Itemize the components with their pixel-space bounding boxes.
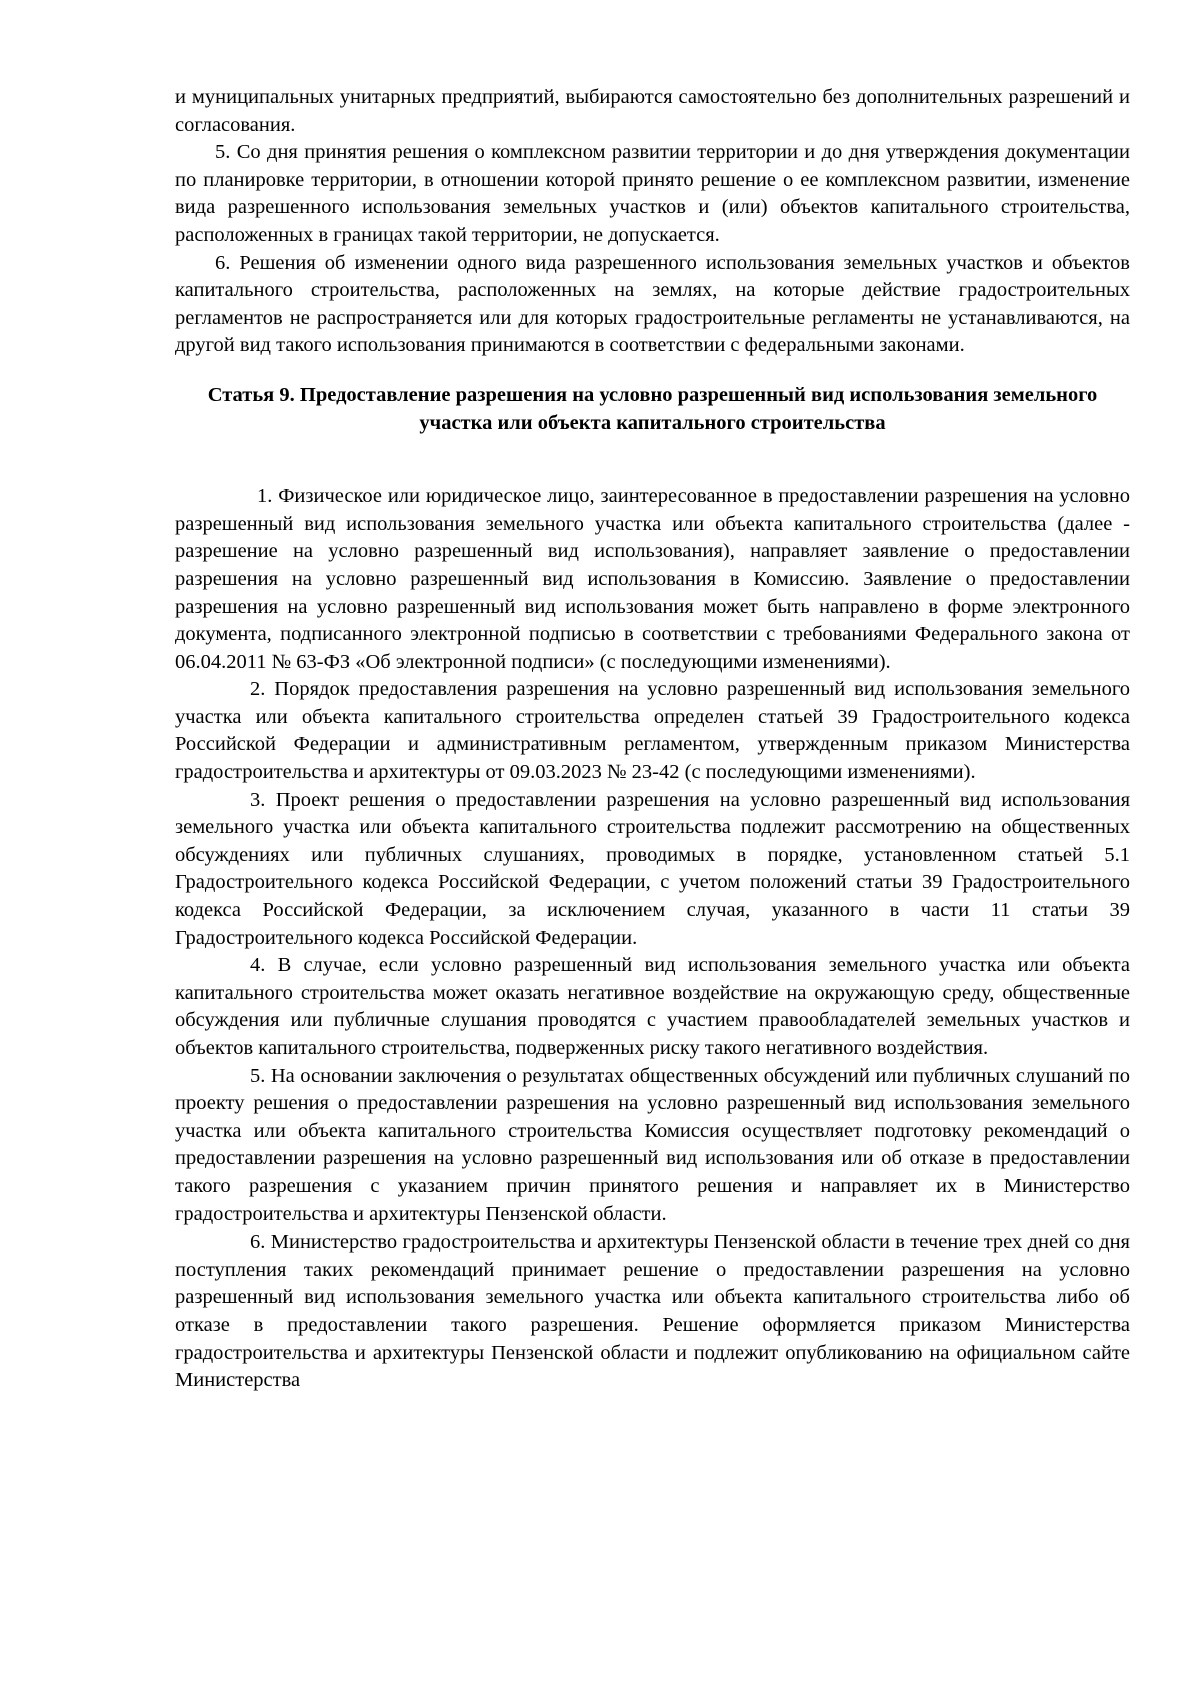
article-paragraph-5: 5. На основании заключения о результатах общественных обсуждений или публичных слушаний по проекту решения о предоставлении разрешения на условно разрешенный вид использования земельного участка или объекта капитального строительства Комиссия осуществляет подготовку рекомендаций о предоставлении разрешения на условно разрешенный вид использования или об отказе в предоставлении такого разрешения с указанием причин принятого решения и направляет их в Министерство градостроительства и архитектуры Пензенской области. [175,1064,1130,1225]
article-paragraph-1: 1. Физическое или юридическое лицо, заинтересованное в предоставлении разрешения на условно разрешенный вид использования земельного участка или объекта капитального строительства (далее - разрешение на условно разрешенный вид использования), направляет заявление о предоставлении разрешения на условно разрешенный вид использования в Комиссию. Заявление о предоставлении разрешения на условно разрешенный вид использования может быть направлено в форме электронного документа, подписанного электронной подписью в соответствии с требованиями Федерального закона от 06.04.2011 № 63-ФЗ «Об электронной подписи» (с последующими изменениями). [175,485,1130,673]
article-paragraph-6: 6. Министерство градостроительства и архитектуры Пензенской области в течение трех дней со дня поступления таких рекомендаций принимает решение о предоставлении разрешения на условно разрешенный вид использования земельного участка или объекта капитального строительства либо об отказе в предоставлении такого разрешения. Решение оформляется приказом Министерства градостроительства и архитектуры Пензенской области и подлежит опубликованию на официальном сайте Министерства [175,1231,1130,1392]
paragraph-item-5: 5. Со дня принятия решения о комплексном развитии территории и до дня утверждения документации по планировке территории, в отношении которой принято решение о ее комплексном развитии, изменение вида разрешенного использования земельных участков и (или) объектов капитального строительства, расположенных в границах такой территории, не допускается. [175,141,1130,246]
paragraph-item-6: 6. Решения об изменении одного вида разрешенного использования земельных участков и объектов капитального строительства, расположенных на землях, на которые действие градостроительных регламентов не распространяется или для которых градостроительные регламенты не устанавливаются, на другой вид такого использования принимаются в соответствии с федеральными законами. [175,251,1130,357]
article-paragraph-4: 4. В случае, если условно разрешенный вид использования земельного участка или объекта капитального строительства может оказать негативное воздействие на окружающую среду, общественные обсуждения или публичные слушания проводятся с участием правообладателей земельных участков и объектов капитального строительства, подверженных риску такого негативного воздействия. [175,954,1130,1059]
article-heading: Статья 9. Предоставление разрешения на условно разрешенный вид использования земельного участка или объекта капитального строительства [207,383,1098,434]
paragraph-continuation: и муниципальных унитарных предприятий, выбираются самостоятельно без дополнительных разрешений и согласования. [175,86,1130,136]
article-paragraph-2: 2. Порядок предоставления разрешения на условно разрешенный вид использования земельного участка или объекта капитального строительства определен статьей 39 Градостроительного кодекса Российской Федерации и административным регламентом, утвержденным приказом Министерства градостроительства и архитектуры от 09.03.2023 № 23-42 (с последующими изменениями). [175,678,1130,784]
document-page [175,84,1130,1395]
article-paragraph-3: 3. Проект решения о предоставлении разрешения на условно разрешенный вид использования земельного участка или объекта капитального строительства подлежит рассмотрению на общественных обсуждениях или публичных слушаниях, проводимых в порядке, установленном статьей 5.1 Градостроительного кодекса Российской Федерации, с учетом положений статьи 39 Градостроительного кодекса Российской Федерации, за исключением случая, указанного в части 11 статьи 39 Градостроительного кодекса Российской Федерации. [175,788,1130,949]
heading-spacer [175,437,1130,483]
